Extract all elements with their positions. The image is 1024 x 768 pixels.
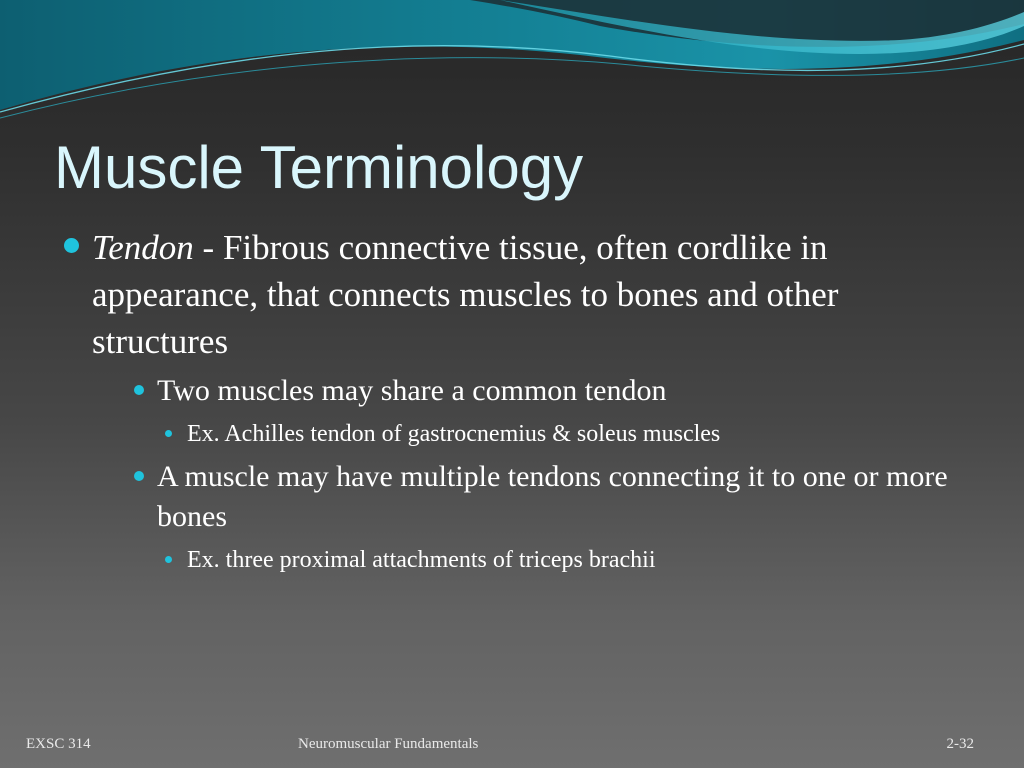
footer-course: EXSC 314 — [26, 736, 91, 752]
bullet-multiple-tendons — [132, 457, 982, 537]
bullet-dot-icon — [165, 556, 172, 563]
bullet-tendon-definition — [62, 224, 982, 365]
footer-topic: Neuromuscular Fundamentals — [298, 736, 479, 752]
bullet-dot-icon — [134, 471, 144, 481]
bullet-dot-icon — [134, 385, 144, 395]
bullet-dot-icon — [64, 238, 79, 253]
slide-title: Muscle Terminology — [54, 134, 584, 201]
bullet-achilles-example — [164, 417, 982, 451]
footer-page-number: 2-32 — [946, 736, 974, 752]
achilles-example-text: Ex. Achilles tendon of gastrocnemius & soleus muscles — [187, 421, 721, 447]
slide-content — [62, 224, 982, 577]
bullet-triceps-example — [164, 543, 982, 577]
header-wave-decoration — [0, 0, 1024, 130]
term-tendon: Tendon — [92, 228, 194, 267]
bullet-common-tendon — [132, 371, 982, 411]
triceps-example-text: Ex. three proximal attachments of triceps brachii — [187, 547, 656, 573]
multiple-tendons-text: A muscle may have multiple tendons connecting it to one or more bones — [157, 460, 948, 533]
bullet-dot-icon — [165, 430, 172, 437]
tendon-definition-text: - Fibrous connective tissue, often cordlike in appearance, that connects muscles to bones and other structures — [92, 228, 839, 361]
common-tendon-text: Two muscles may share a common tendon — [157, 374, 667, 407]
